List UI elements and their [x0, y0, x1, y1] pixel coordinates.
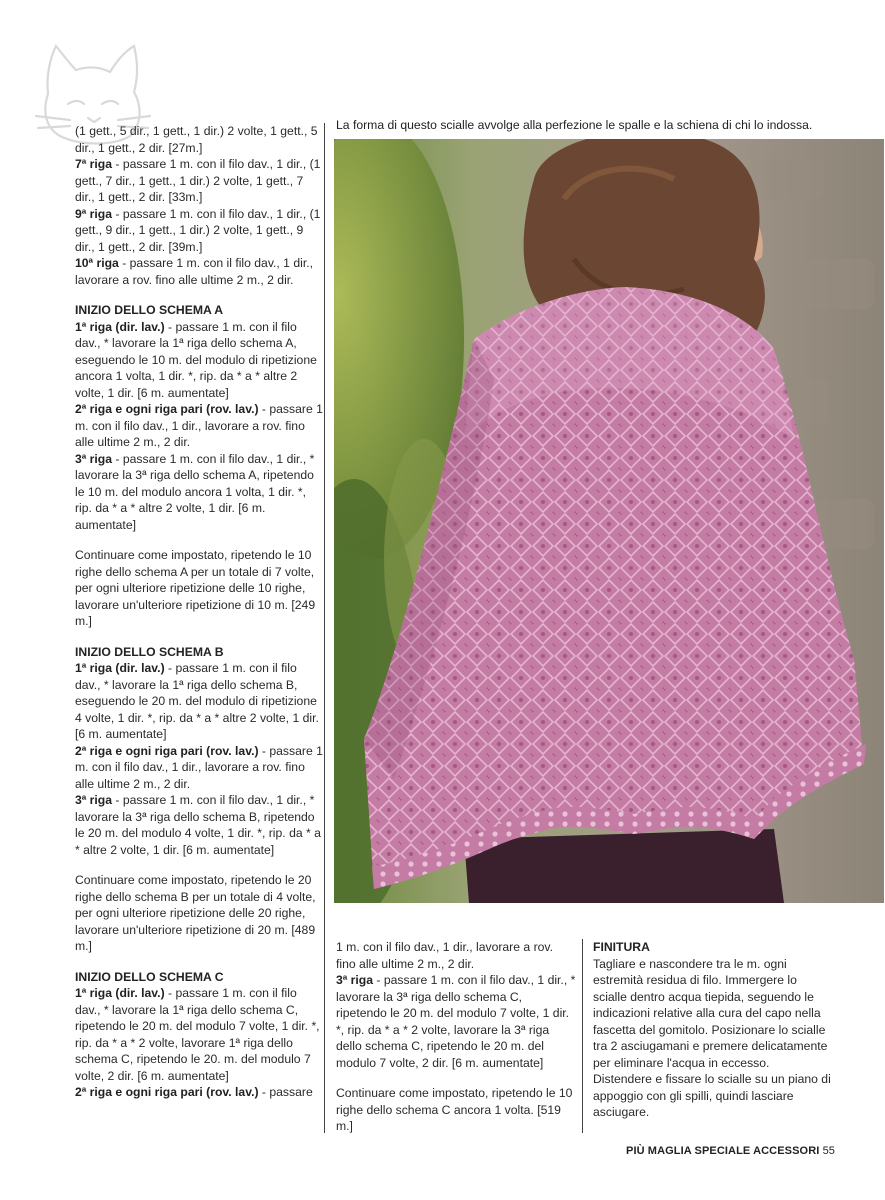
continued-rows — [75, 123, 323, 288]
magazine-title: PIÙ MAGLIA SPECIALE ACCESSORI — [626, 1145, 820, 1157]
row-text: - passare 1 m. con il filo dav., * lavorare la 1ª riga dello schema B, eseguendo le 20 m. del modulo di ripetizione 4 volte, 1 dir. *, rip. da * a * altre 2 volte, 1 dir. [6 m. aumentate] — [75, 661, 319, 741]
row-label: 9ª riga — [75, 206, 113, 221]
row-label: 1ª riga (dir. lav.) — [75, 986, 165, 1000]
row-text: - passare — [258, 1085, 313, 1099]
paragraph: Continuare come impostato, ripetendo le 10 righe dello schema C ancora 1 volta. [519 m.] — [336, 1086, 573, 1133]
row-label: 3ª riga — [75, 451, 113, 466]
instructions-column-2 — [336, 939, 576, 1149]
schema-b-section — [75, 644, 323, 859]
row-text: - passare 1 m. con il filo dav., * lavorare la 1ª riga dello schema C, ripetendo le 20 m. del modulo 7 volte, 1 dir. *, rip. da * a * 2 volte, lavorare 1ª riga dello schema C, ripetendo le 20. m. del modulo 7 volte, 2 dir. [6 m. aumentate] — [75, 986, 320, 1083]
column-divider — [582, 939, 583, 1133]
row-label: 10ª riga — [75, 256, 119, 270]
row-label: 1ª riga (dir. lav.) — [75, 661, 165, 675]
section-heading: INIZIO DELLO SCHEMA C — [75, 969, 224, 984]
row-text: - passare 1 m. con il filo dav., 1 dir., lavorare a rov. fino alle ultime 2 m., 2 dir. — [75, 743, 323, 791]
row-text: - passare 1 m. con il filo dav., 1 dir., (1 gett., 9 dir., 1 gett., 1 dir.) 2 volte, 1 gett., 9 dir., 1 gett., 2 dir. [39m.] — [75, 206, 321, 254]
row-label: 3ª riga — [336, 973, 374, 987]
row-label: 2ª riga e ogni riga pari (rov. lav.) — [75, 1085, 259, 1099]
paragraph: Continuare come impostato, ripetendo le 10 righe dello schema A per un totale di 7 volte, per ogni ulteriore ripetizione delle 10 righe, lavorare un'ulteriore ripetizione di 10 m. [249 m.] — [75, 548, 316, 628]
row-text: - passare 1 m. con il filo dav., 1 dir., * lavorare la 3ª riga dello schema C, ripetendo le 20 m. del modulo 7 volte, 1 dir. *, rip. da * a * 2 volte, lavorare la 3ª riga dello schema C, ripetendo le 20 m. del modulo 7 volte, 2 dir. [6 m. aumentate] — [336, 973, 576, 1070]
row-text: - passare 1 m. con il filo dav., 1 dir., lavorare a rov. fino alle ultime 2 m., 2 dir. — [75, 256, 313, 287]
schema-c-section — [75, 969, 323, 1101]
schema-c-continued — [336, 939, 576, 1071]
column-divider — [324, 123, 325, 1133]
page-footer — [626, 1143, 835, 1160]
row-label: 2ª riga e ogni riga pari (rov. lav.) — [75, 402, 259, 416]
row-text: (1 gett., 5 dir., 1 gett., 1 dir.) 2 volte, 1 gett., 5 dir., 1 gett., 2 dir. [27m.] — [75, 124, 318, 155]
paragraph: Tagliare e nascondere tra le m. ogni estremità residua di filo. Immergere lo scialle dentro acqua tiepida, seguendo le indicazioni relative alla cura del capo nella fascetta del gomitolo. Posizionare lo scialle tra 2 asciugamani e premere delicatamente per eliminare l'acqua in eccesso. Distendere e fissare lo scialle su un piano di appoggio con gli spilli, quindi lasciare asciugare. — [593, 956, 831, 1119]
row-text: - passare 1 m. con il filo dav., 1 dir., * lavorare la 3ª riga dello schema B, ripetendo le 20 m. del modulo 4 volte, 1 dir. *, rip. da * a * altre 2 volte, 1 dir. [6 m. aumentate] — [75, 793, 321, 857]
instructions-column-1 — [75, 123, 323, 1101]
row-text: - passare 1 m. con il filo dav., 1 dir., * lavorare la 3ª riga dello schema A, ripetendo le 10 m. del modulo ancora 1 volta, 1 dir. *, rip. da * a * altre 2 volte, 1 dir. [6 m. aumentate] — [75, 451, 315, 532]
photo-caption: La forma di questo scialle avvolge alla perfezione le spalle e la schiena di chi lo indossa. — [336, 118, 813, 132]
row-label: 2ª riga e ogni riga pari (rov. lav.) — [75, 743, 259, 758]
section-heading: FINITURA — [593, 940, 650, 954]
schema-b-rows — [75, 660, 323, 858]
row-text: - passare 1 m. con il filo dav., * lavorare la 1ª riga dello schema A, eseguendo le 10 m. del modulo di ripetizione ancora 1 volta, 1 dir. *, rip. da * a * altre 2 volte, 1 dir. [6 m. aumentate] — [75, 319, 317, 400]
schema-a-section — [75, 302, 323, 533]
page-number: 55 — [822, 1145, 835, 1157]
row-text: - passare 1 m. con il filo dav., 1 dir., lavorare a rov. fino alle ultime 2 m., 2 dir. — [75, 402, 323, 449]
row-label: 7ª riga — [75, 157, 113, 171]
row-label: 3ª riga — [75, 793, 113, 807]
finishing-column — [593, 939, 831, 1121]
paragraph: Continuare come impostato, ripetendo le 20 righe dello schema B per un totale di 4 volte, per ogni ulteriore ripetizione delle 20 righe, lavorare un'ulteriore ripetizione di 20 m. [489 m.] — [75, 873, 316, 953]
row-text: 1 m. con il filo dav., 1 dir., lavorare a rov. fino alle ultime 2 m., 2 dir. — [336, 940, 553, 971]
schema-a-rows — [75, 319, 323, 534]
row-text: - passare 1 m. con il filo dav., 1 dir., (1 gett., 7 dir., 1 gett., 1 dir.) 2 volte, 1 gett., 7 dir., 1 gett., 2 dir. [33m.] — [75, 157, 321, 204]
row-label: 1ª riga (dir. lav.) — [75, 319, 165, 334]
shawl-photo — [334, 139, 884, 903]
schema-c-rows — [75, 985, 323, 1101]
section-heading: INIZIO DELLO SCHEMA B — [75, 644, 224, 659]
section-heading: INIZIO DELLO SCHEMA A — [75, 303, 224, 317]
